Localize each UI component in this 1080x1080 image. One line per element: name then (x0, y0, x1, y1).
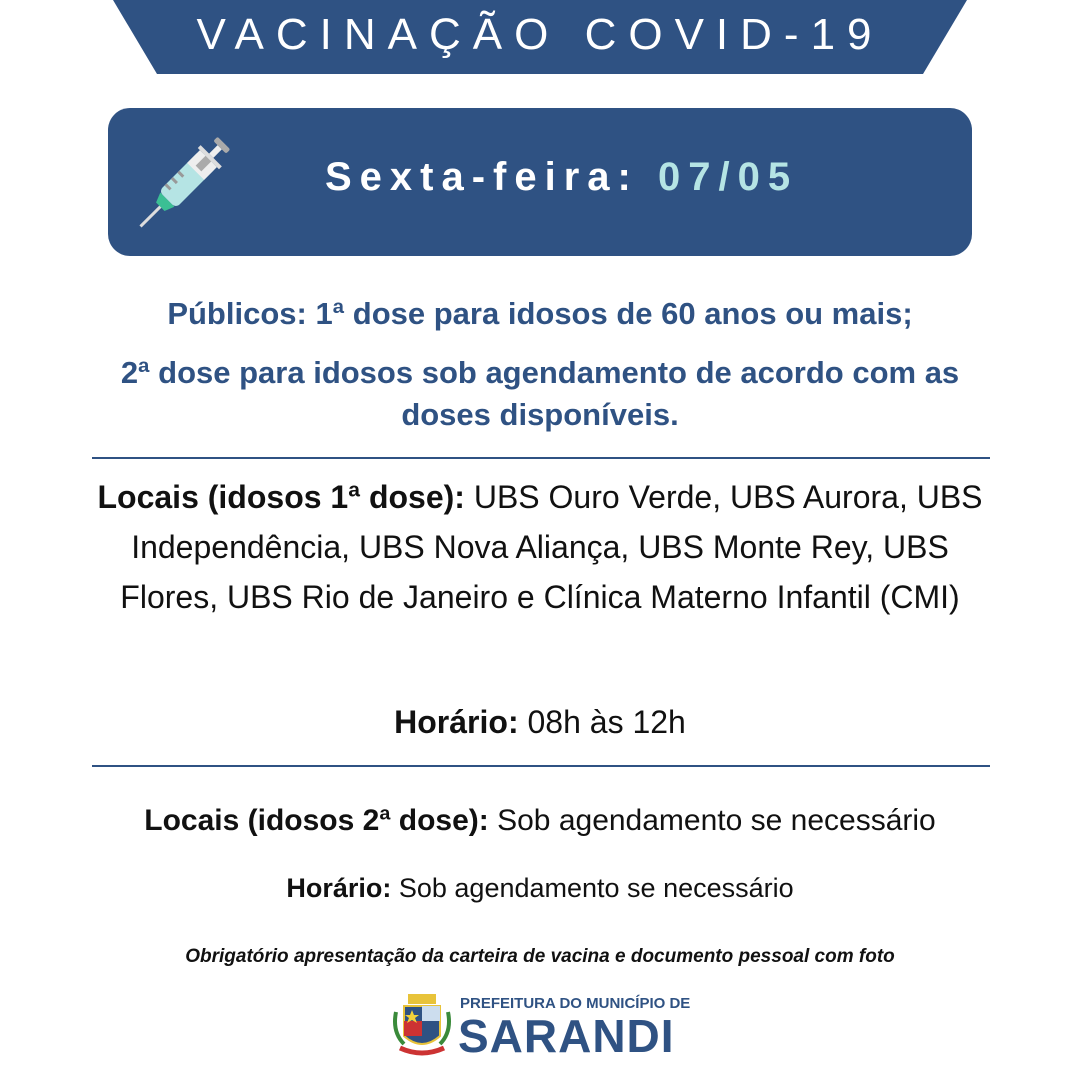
second-dose-hours (70, 866, 1010, 910)
publics-line-1: Públicos: 1ª dose para idosos de 60 anos ou mais; (167, 296, 913, 331)
first-dose-locations (95, 472, 985, 622)
syringe-icon (130, 122, 250, 232)
first-dose-hours (70, 697, 1010, 747)
coat-of-arms-icon (390, 992, 454, 1058)
day-heading (325, 155, 798, 200)
value: 08h às 12h (527, 704, 686, 740)
municipality-logo (390, 990, 710, 1060)
weekday: Sexta-feira: (325, 155, 639, 199)
value: Sob agendamento se necessário (398, 873, 794, 903)
label: Horário: (286, 873, 392, 903)
label: Horário: (394, 704, 519, 740)
divider (92, 457, 990, 459)
divider (92, 765, 990, 767)
label: Locais (idosos 2ª dose): (144, 804, 489, 837)
publics-line-2: 2ª dose para idosos sob agendamento de acordo com as doses disponíveis. (120, 355, 960, 432)
banner-title: VACINAÇÃO COVID-19 (196, 10, 884, 59)
date: 07/05 (658, 155, 799, 199)
label: Locais (idosos 1ª dose): (97, 479, 465, 515)
logo-name: SARANDI (458, 1010, 675, 1062)
value: Sob agendamento se necessário (497, 804, 936, 837)
value: UBS Ouro Verde, UBS Aurora, UBS Independência, UBS Nova Aliança, UBS Monte Rey, UBS Flores, UBS Rio de Janeiro e Clínica Materno Infantil (CMI) (120, 479, 983, 615)
second-dose-locations (20, 797, 1060, 845)
logo-subtitle: PREFEITURA DO MUNICÍPIO DE (460, 995, 691, 1012)
requirement-note: Obrigatório apresentação da carteira de vacina e documento pessoal com foto (185, 946, 895, 967)
